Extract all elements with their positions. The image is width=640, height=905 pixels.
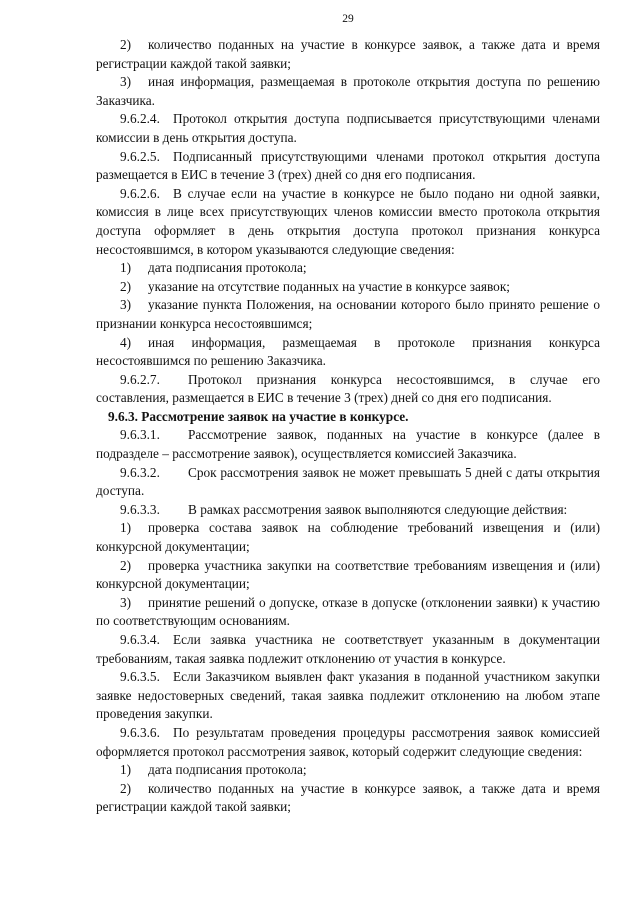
block-text: проверка участника закупки на соответствие требованиям извещения и (или) конкурсной документации; bbox=[96, 557, 600, 592]
list-item bbox=[96, 334, 600, 371]
block-text: принятие решений о допуске, отказе в допуске (отклонении заявки) к участию по соответствующим основаниям. bbox=[96, 594, 600, 629]
clause-paragraph bbox=[96, 110, 600, 147]
list-item-number: 2) bbox=[120, 278, 132, 294]
block-text: Срок рассмотрения заявок не может превышать 5 дней с даты открытия доступа. bbox=[96, 464, 600, 499]
list-item-number: 2) bbox=[120, 780, 132, 796]
list-item-number: 4) bbox=[120, 334, 132, 350]
clause-paragraph bbox=[96, 371, 600, 408]
document-body bbox=[96, 36, 600, 817]
list-item-number: 3) bbox=[120, 297, 132, 313]
block-text: Рассмотрение заявок на участие в конкурсе. bbox=[141, 408, 409, 424]
block-text: В рамках рассмотрения заявок выполняются следующие действия: bbox=[188, 501, 568, 517]
clause-number: 9.6.3.1. bbox=[120, 427, 160, 443]
section-number: 9.6.3. bbox=[108, 408, 138, 424]
list-item-number: 3) bbox=[120, 594, 132, 610]
block-text: дата подписания протокола; bbox=[148, 260, 307, 276]
list-item bbox=[96, 780, 600, 817]
block-text: Протокол открытия доступа подписывается присутствующими членами комиссии в день открытия доступа. bbox=[96, 111, 600, 145]
block-text: По результатам проведения процедуры рассмотрения заявок комиссией оформляется протокол рассмотрения заявок, который содержит следующие сведения: bbox=[96, 724, 600, 759]
block-text: проверка состава заявок на соблюдение требований извещения и (или) конкурсной документации; bbox=[96, 520, 600, 555]
clause-number: 9.6.3.3. bbox=[120, 501, 160, 517]
clause-paragraph bbox=[96, 148, 600, 185]
document-page bbox=[96, 0, 600, 905]
list-item-number: 1) bbox=[120, 520, 132, 536]
list-item-number: 1) bbox=[120, 762, 132, 778]
list-item bbox=[96, 278, 600, 297]
block-text: количество поданных на участие в конкурсе заявок, а также дата и время регистрации каждой такой заявки; bbox=[96, 780, 600, 815]
clause-number: 9.6.3.5. bbox=[120, 669, 160, 685]
clause-paragraph bbox=[96, 668, 600, 724]
clause-number: 9.6.2.6. bbox=[120, 185, 160, 201]
clause-number: 9.6.3.2. bbox=[120, 464, 160, 480]
clause-paragraph bbox=[96, 185, 600, 259]
list-item bbox=[96, 296, 600, 333]
list-item bbox=[96, 36, 600, 73]
list-item bbox=[96, 557, 600, 594]
list-item bbox=[96, 594, 600, 631]
list-item bbox=[96, 519, 600, 556]
block-text: количество поданных на участие в конкурсе заявок, а также дата и время регистрации каждой такой заявки; bbox=[96, 37, 600, 71]
list-item bbox=[96, 259, 600, 278]
block-text: Рассмотрение заявок, поданных на участие в конкурсе (далее в подразделе – рассмотрение заявок), осуществляется комиссией Заказчика. bbox=[96, 427, 600, 462]
list-item bbox=[96, 73, 600, 110]
block-text: дата подписания протокола; bbox=[148, 762, 307, 778]
list-item-number: 1) bbox=[120, 260, 132, 276]
clause-paragraph bbox=[96, 631, 600, 668]
clause-number: 9.6.2.4. bbox=[120, 111, 160, 127]
list-item-number: 2) bbox=[120, 557, 132, 573]
clause-number: 9.6.3.6. bbox=[120, 724, 160, 740]
clause-number: 9.6.2.5. bbox=[120, 148, 160, 164]
block-text: Если заявка участника не соответствует указанным в документации требованиям, такая заявка подлежит отклонению от участия в конкурсе. bbox=[96, 632, 600, 666]
block-text: Если Заказчиком выявлен факт указания в поданной участником закупки заявке недостоверных сведений, такая заявка подлежит отклонению на любом этапе проведения закупки. bbox=[96, 669, 600, 722]
block-text: Подписанный присутствующими членами протокол открытия доступа размещается в ЕИС в течение 3 (трех) дней со дня его подписания. bbox=[96, 148, 600, 183]
clause-paragraph bbox=[96, 724, 600, 761]
clause-paragraph bbox=[96, 464, 600, 501]
block-text: Протокол признания конкурса несостоявшимся, в случае его составления, размещается в ЕИС в течение 3 (трех) дней со дня его подписания. bbox=[96, 371, 600, 406]
clause-paragraph bbox=[96, 426, 600, 463]
page-number: 29 bbox=[342, 13, 354, 25]
list-item-number: 3) bbox=[120, 74, 132, 90]
list-item-number: 2) bbox=[120, 37, 132, 52]
block-text: указание на отсутствие поданных на участие в конкурсе заявок; bbox=[148, 278, 510, 294]
block-text: указание пункта Положения, на основании которого было принято решение о признании конкурса несостоявшимся; bbox=[96, 297, 600, 331]
block-text: иная информация, размещаемая в протоколе открытия доступа по решению Заказчика. bbox=[96, 74, 600, 108]
block-text: В случае если на участие в конкурсе не было подано ни одной заявки, комиссия в лице всех присутствующих членов комиссии вместо протокола открытия доступа оформляет в день открытия доступа протокол признания конкурса несостоявшимся, в котором указываются следующие сведения: bbox=[96, 185, 600, 257]
list-item bbox=[96, 761, 600, 780]
clause-number: 9.6.2.7. bbox=[120, 371, 160, 387]
clause-number: 9.6.3.4. bbox=[120, 632, 160, 647]
clause-paragraph bbox=[96, 501, 600, 520]
block-text: иная информация, размещаемая в протоколе признания конкурса несостоявшимся по решению Заказчика. bbox=[96, 334, 600, 369]
section-heading bbox=[96, 408, 600, 427]
